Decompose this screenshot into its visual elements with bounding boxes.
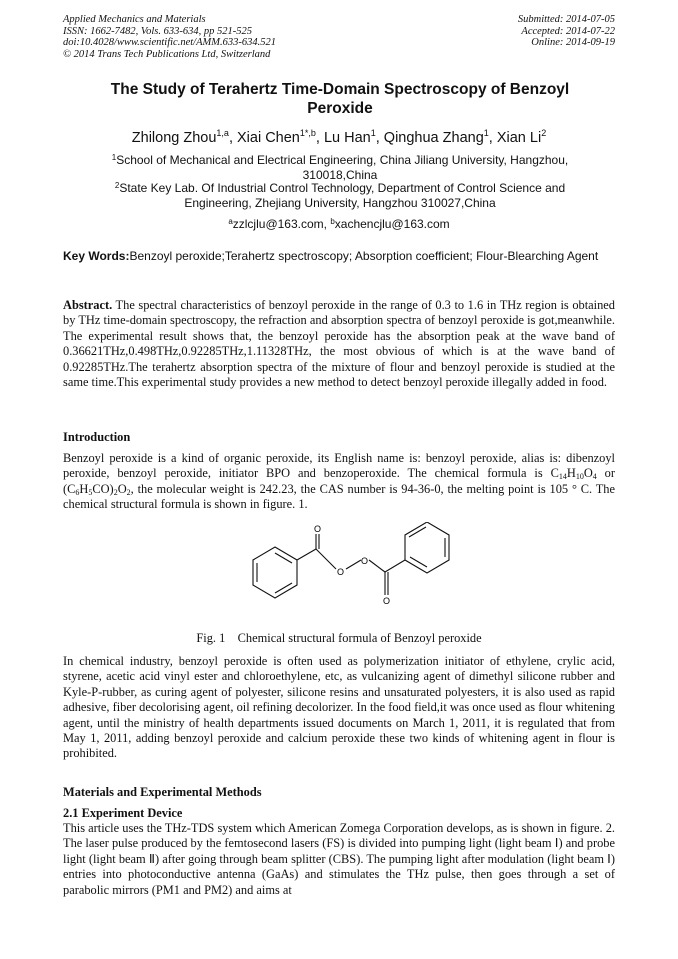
copyright-line: © 2014 Trans Tech Publications Ltd, Switzerland: [63, 48, 271, 60]
chemical-formula: $C_{14}H_{10}O_4$: [550, 466, 597, 482]
introduction-paragraph-1: Benzoyl peroxide is a kind of organic peroxide, its English name is: benzoyl peroxide, alias is: dibenzoyl peroxide, benzoyl peroxide, initiator BPO and benzoperoxide. The chemical formula is $C_{14}H_{10}O_4$ or $(C_6H_5CO)_2O_2$, the molecular weight is 242.23, the CAS number is 94-36-0, the melting point is 105 ° C. The chemical structural formula is shown in figure. 1.: [63, 451, 615, 512]
right-benzene-ring: [405, 522, 449, 573]
materials-paragraph-1: This article uses the THz-TDS system which American Zomega Corporation develops, as is shown in figure. 2. The laser pulse produced by the femtosecond lasers (FS) is divided into pumping light (light beam Ⅰ) and probe light (light beam Ⅱ) after going through beam splitter (CBS). The pumping light after modulation (light beam Ⅰ) entries into photoconductive antenna (GaAs) and stimulates the THz pulse, then goes through a set of parabolic mirrors (PM1 and PM2) and aims at: [63, 821, 615, 897]
ester-oxygen-right: O: [361, 556, 369, 566]
section-heading-materials: Materials and Experimental Methods: [63, 785, 262, 799]
introduction-paragraph-2: In chemical industry, benzoyl peroxide is often used as polymerization initiator of ethylene, crylic acid, styrene, acetic acid vinyl ester and chloroethylene, etc, as vulcanizing agent of dimethyl silicone rubber and Kyle-P-rubber, as curing agent of polyester, silicone resins and unsaturated polyesters, it is also used as rapid adhesive, fiber decolorising agent, oil refining decolorizer. In the food field,it was once used as flour whitening agent, until the ministry of health departments issued documents on March 1, 2011, it is regulated that from May 1, 2011, adding benzoyl peroxide and calcium peroxide these two kinds of whitening agent in flour is prohibited.: [63, 654, 615, 761]
carbonyl-oxygen-right: O: [383, 596, 391, 606]
email-a: zzlcjlu@163.com,: [232, 217, 331, 231]
journal-header-left: [63, 14, 276, 60]
keywords-text: Benzoyl peroxide;Terahertz spectroscopy; Absorption coefficient; Flour-Blearching Agent: [129, 249, 599, 263]
journal-name: Applied Mechanics and Materials: [63, 14, 206, 25]
journal-header-right: [518, 14, 615, 49]
abstract-text: The spectral characteristics of benzoyl peroxide in the range of 0.3 to 1.6 in THz region is obtained by THz time-domain spectroscopy, the refraction and absorption spectra of benzoyl peroxide is got,meanwhile. The experimental result shows that, the benzoyl peroxide has the absorption peak at the wave band of 0.36621THz,0.498THz,0.92285THz,1.11328THz, the most obvious of which is at the wave band of 0.92285THz.The terahertz absorption spectra of the mixture of flour and benzoyl peroxide is studied at the same time.This experimental study provides a new method to detect benzoyl peroxide illegally added in food.: [63, 298, 615, 390]
online-date: Online: 2014-09-19: [531, 37, 615, 48]
benzoyl-peroxide-structure: [230, 522, 460, 624]
author-name: Xian Li: [496, 130, 542, 146]
abstract: [63, 298, 615, 390]
author-name: Zhilong Zhou: [131, 130, 217, 146]
author-emails: $^a$zzlcjlu@163.com, $^b$xachencjlu@163.com: [228, 217, 450, 231]
affiliation-1: $^1$School of Mechanical and Electrical Engineering, China Jiliang University, Hangzhou, 310018,China: [111, 153, 569, 182]
author-name: Qinghua Zhang: [383, 130, 484, 146]
issn-line: ISSN: 1662-7482, Vols. 633-634, pp 521-525: [63, 25, 252, 37]
paper-title: The Study of Terahertz Time-Domain Spectroscopy of Benzoyl Peroxide: [110, 81, 570, 117]
carbonyl-oxygen-left: O: [314, 524, 322, 534]
figure-1-caption: Fig. 1 Chemical structural formula of Benzoyl peroxide: [196, 631, 482, 645]
ester-oxygen-left: O: [337, 567, 345, 577]
keywords-label: Key Words:: [63, 249, 130, 263]
submitted-date: Submitted: 2014-07-05: [517, 14, 615, 25]
author-name: Xiai Chen: [237, 130, 300, 146]
affiliation-2: $^2$State Key Lab. Of Industrial Control Technology, Department of Control Science and Engineering, Zhejiang University, Hangzhou 310027,China: [114, 181, 566, 210]
left-benzene-ring: [253, 547, 297, 598]
subsection-heading-device: 2.1 Experiment Device: [63, 806, 183, 820]
section-heading-introduction: Introduction: [63, 430, 131, 444]
abstract-label: Abstract.: [63, 298, 113, 312]
author-list: Zhilong Zhou$^{1,a}$, Xiai Chen$^{1*,b}$, Lu Han$^1$, Qinghua Zhang$^1$, Xian Li$^2$: [131, 128, 547, 146]
keywords: [63, 249, 615, 264]
author-name: Lu Han: [323, 130, 371, 146]
doi-line: doi:10.4028/www.scientific.net/AMM.633-634.521: [63, 37, 276, 48]
accepted-date: Accepted: 2014-07-22: [521, 25, 615, 37]
email-b: xachencjlu@163.com: [334, 217, 450, 231]
